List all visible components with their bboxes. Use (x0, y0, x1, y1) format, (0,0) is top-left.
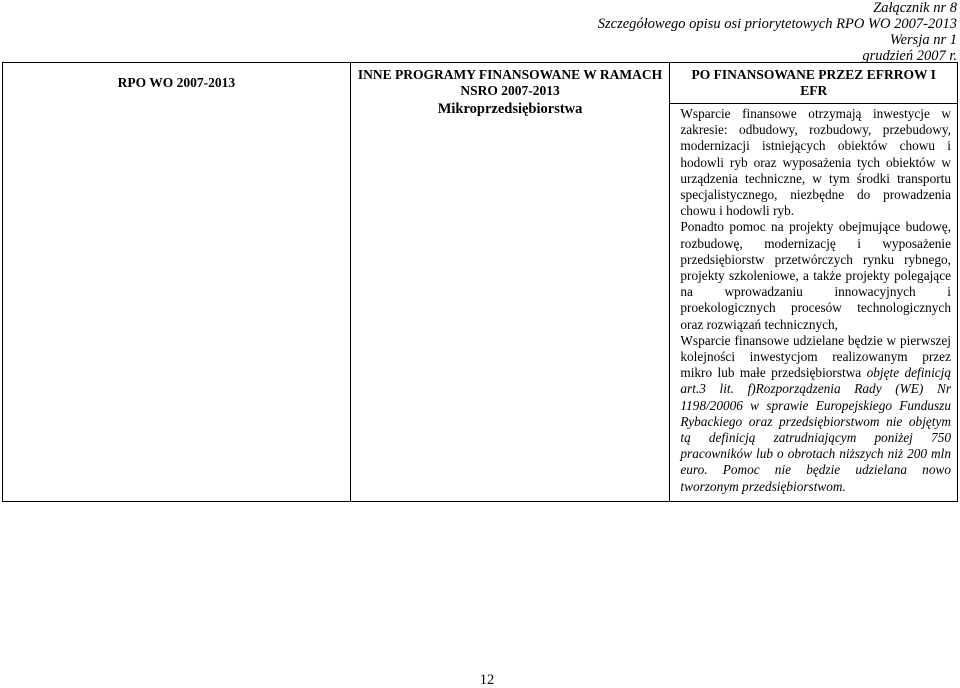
paragraph-priority (680, 333, 951, 495)
column-rpo (3, 63, 351, 502)
page-number: 12 (479, 672, 495, 688)
column-efrrow-body (670, 104, 957, 501)
comparison-table (2, 62, 958, 502)
column-other-programs-subheading: Mikroprzedsiębiorstwa (437, 101, 583, 117)
paragraph-priority-regular: Wsparcie finansowe udzielane będzie w pierwszej kolejności inwestycjom realizowanym przez mikro lub małe przedsiębiorstwa (680, 332, 951, 381)
column-efrrow-heading (670, 63, 957, 104)
document-header (537, 0, 957, 64)
attachment-label: Załącznik nr 8 (873, 0, 957, 16)
heading-line: NSRO 2007-2013 (460, 83, 560, 98)
paragraph-priority-italic: objęte definicją art.3 lit. f)Rozporządzenia Rady (WE) Nr 1198/20006 w sprawie Europejskiego Funduszu Rybackiego oraz przedsiębiorstwom nie objętym tą definicją zatrudniającym poniżej 750 pracowników lub o obrotach niższych niż 200 mln euro. Pomoc nie będzie udzielana nowo tworzonym przedsiębiorstwom. (680, 365, 952, 494)
column-other-programs-heading (351, 63, 670, 99)
heading-line: INNE PROGRAMY FINANSOWANE W RAMACH (357, 67, 663, 82)
heading-line: PO FINANSOWANE PRZEZ EFRROW I (691, 67, 936, 82)
column-efrrow-heading-cell (670, 63, 958, 502)
version-label: Wersja nr 1 (889, 32, 957, 48)
paragraph-support-scope: Wsparcie finansowe otrzymają inwestycje w zakresie: odbudowy, rozbudowy, przebudowy, modernizacji istniejących obiektów chowu i hodowli ryb oraz wyposażenia tych obiektów w urządzenia techniczne, w tym środki transportu specjalistycznego, niezbędne do prowadzenia chowu i hodowli ryb. (680, 106, 951, 219)
paragraph-additional-support: Ponadto pomoc na projekty obejmujące budowę, rozbudowę, modernizację i wyposażenie przedsiębiorstw przetwórczych rynku rybnego, projekty szkoleniowe, a także projekty polegające na wprowadzaniu innowacyjnych i proekologicznych procesów technologicznych oraz rozwiązań technicznych, (680, 219, 951, 332)
heading-line: EFR (800, 83, 828, 98)
document-reference: Szczegółowego opisu osi priorytetowych RPO WO 2007-2013 (597, 16, 957, 32)
column-rpo-heading: RPO WO 2007-2013 (117, 75, 236, 90)
date-label: grudzień 2007 r. (862, 48, 957, 64)
column-other-programs (350, 63, 670, 502)
